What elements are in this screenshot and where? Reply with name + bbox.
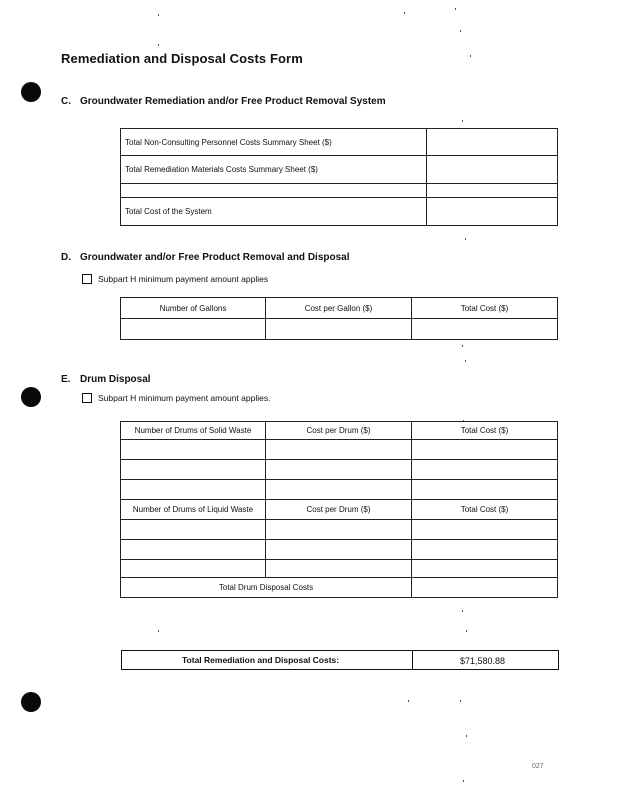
subpart-h-label-e: Subpart H minimum payment amount applies. <box>98 393 271 403</box>
section-c-letter: C. <box>61 96 71 107</box>
grand-total-value[interactable]: $71,580.88 <box>460 656 506 666</box>
grand-total-label: Total Remediation and Disposal Costs: <box>182 655 340 665</box>
punch-hole-bottom <box>21 692 41 712</box>
solid-total-cell[interactable] <box>412 460 558 480</box>
solid-total-cell[interactable] <box>412 480 558 500</box>
liquid-drums-cell[interactable] <box>121 520 266 540</box>
subpart-h-label-d: Subpart H minimum payment amount applies <box>98 274 269 284</box>
section-e-checkbox-row <box>82 393 270 403</box>
total-drum-disposal-cell[interactable] <box>412 578 558 598</box>
header-solid-drums: Number of Drums of Solid Waste <box>121 422 266 440</box>
solid-drums-cell[interactable] <box>121 440 266 460</box>
row-label-materials: Total Remediation Materials Costs Summary Sheet ($) <box>121 156 427 184</box>
drum-disposal-table <box>120 421 558 598</box>
gallons-total-input-cell[interactable] <box>412 319 558 340</box>
section-c-heading <box>61 96 386 107</box>
header-solid-cost-per-drum: Cost per Drum ($) <box>266 422 412 440</box>
row-label-system-total: Total Cost of the System <box>121 198 427 226</box>
header-liquid-cost-per-drum: Cost per Drum ($) <box>266 500 412 520</box>
liquid-total-cell[interactable] <box>412 540 558 560</box>
liquid-drums-cell[interactable] <box>121 560 266 578</box>
solid-cost-cell[interactable] <box>266 460 412 480</box>
section-e-title: Drum Disposal <box>80 374 151 385</box>
section-d-checkbox-row <box>82 274 268 284</box>
liquid-total-cell[interactable] <box>412 520 558 540</box>
liquid-cost-cell[interactable] <box>266 520 412 540</box>
header-total-cost-d: Total Cost ($) <box>412 298 558 319</box>
punch-hole-top <box>21 82 41 102</box>
section-c-title: Groundwater Remediation and/or Free Product Removal System <box>80 96 386 107</box>
page-number: 027 <box>532 763 544 770</box>
subpart-h-checkbox-d[interactable] <box>82 274 92 284</box>
header-solid-total-cost: Total Cost ($) <box>412 422 558 440</box>
header-number-of-gallons: Number of Gallons <box>121 298 266 319</box>
form-title: Remediation and Disposal Costs Form <box>61 51 303 66</box>
solid-total-cell[interactable] <box>412 440 558 460</box>
gallons-input-cell[interactable] <box>121 319 266 340</box>
solid-drums-cell[interactable] <box>121 480 266 500</box>
header-liquid-total-cost: Total Cost ($) <box>412 500 558 520</box>
subpart-h-checkbox-e[interactable] <box>82 393 92 403</box>
solid-cost-cell[interactable] <box>266 440 412 460</box>
grand-total-box <box>121 650 559 670</box>
row-label-blank <box>121 184 427 198</box>
punch-hole-middle <box>21 387 41 407</box>
section-e-letter: E. <box>61 374 71 385</box>
section-e-heading <box>61 374 151 385</box>
liquid-drums-cell[interactable] <box>121 540 266 560</box>
liquid-total-cell[interactable] <box>412 560 558 578</box>
value-cell-system-total[interactable] <box>427 198 558 226</box>
value-cell-blank[interactable] <box>427 184 558 198</box>
gallons-table <box>120 297 558 340</box>
section-d-letter: D. <box>61 252 71 263</box>
solid-drums-cell[interactable] <box>121 460 266 480</box>
header-liquid-drums: Number of Drums of Liquid Waste <box>121 500 266 520</box>
grand-total-divider <box>412 651 413 669</box>
header-cost-per-gallon: Cost per Gallon ($) <box>266 298 412 319</box>
system-cost-table <box>120 128 558 226</box>
section-d-title: Groundwater and/or Free Product Removal and Disposal <box>80 252 350 263</box>
value-cell-materials[interactable] <box>427 156 558 184</box>
section-d-heading <box>61 252 350 263</box>
liquid-cost-cell[interactable] <box>266 560 412 578</box>
value-cell-personnel[interactable] <box>427 129 558 156</box>
liquid-cost-cell[interactable] <box>266 540 412 560</box>
cost-per-gallon-input-cell[interactable] <box>266 319 412 340</box>
row-label-personnel: Total Non-Consulting Personnel Costs Summary Sheet ($) <box>121 129 427 156</box>
solid-cost-cell[interactable] <box>266 480 412 500</box>
total-drum-disposal-label: Total Drum Disposal Costs <box>121 578 412 598</box>
